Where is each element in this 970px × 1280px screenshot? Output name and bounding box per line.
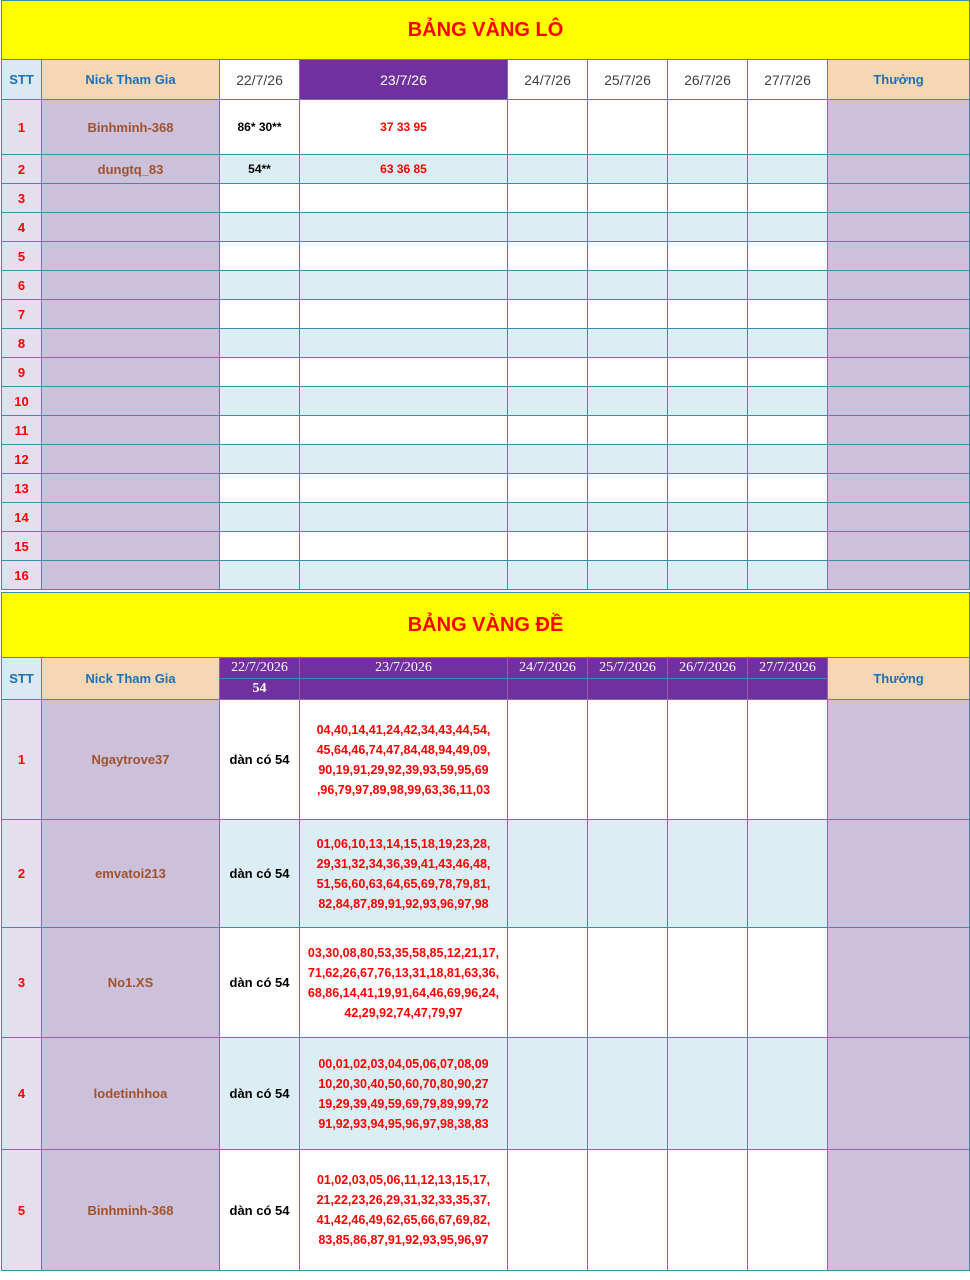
de-row-reward xyxy=(828,928,970,1038)
de-nick-header: Nick Tham Gia xyxy=(42,658,220,700)
lo-row-day-22 xyxy=(220,503,300,532)
lo-row-day-25 xyxy=(588,358,668,387)
lo-row-day-27 xyxy=(748,155,828,184)
number-line: 91,92,93,94,95,96,97,98,38,83 xyxy=(318,1116,489,1131)
lo-row-day-22 xyxy=(220,387,300,416)
lo-row-day-22: 54** xyxy=(220,155,300,184)
lo-row xyxy=(2,416,970,445)
lo-row-day-22 xyxy=(220,300,300,329)
lo-row-day-23 xyxy=(300,503,508,532)
de-row-day-24 xyxy=(508,928,588,1038)
lo-row-day-26 xyxy=(668,532,748,561)
de-row-reward xyxy=(828,700,970,820)
lo-row-reward xyxy=(828,474,970,503)
lo-row-day-26 xyxy=(668,329,748,358)
lo-row xyxy=(2,100,970,155)
lo-row xyxy=(2,532,970,561)
lo-stt-header: STT xyxy=(2,60,42,100)
lo-row-stt: 10 xyxy=(2,387,42,416)
lo-row-day-24 xyxy=(508,271,588,300)
de-row-day-24 xyxy=(508,1038,588,1150)
de-row-day-26 xyxy=(668,700,748,820)
number-line: 03,30,08,80,53,35,58,85,12,21,17, xyxy=(307,945,500,960)
lo-row-day-25 xyxy=(588,474,668,503)
lo-row-day-25 xyxy=(588,503,668,532)
lo-row-day-24 xyxy=(508,358,588,387)
de-row-day-27 xyxy=(748,1038,828,1150)
lo-row-nick xyxy=(42,532,220,561)
lo-row-day-23 xyxy=(300,561,508,590)
de-row-day-22: dàn có 54 xyxy=(220,1150,300,1271)
de-row-number-set xyxy=(300,700,508,820)
lo-row-day-23 xyxy=(300,532,508,561)
lo-row-day-26 xyxy=(668,155,748,184)
de-row-reward xyxy=(828,820,970,928)
lo-row xyxy=(2,445,970,474)
lo-row xyxy=(2,358,970,387)
lo-row-day-26 xyxy=(668,300,748,329)
lo-row-day-27 xyxy=(748,503,828,532)
lo-row-day-22 xyxy=(220,213,300,242)
lo-row-day-24 xyxy=(508,242,588,271)
de-row xyxy=(2,1038,970,1150)
lo-row-day-23 xyxy=(300,184,508,213)
lo-row-reward xyxy=(828,532,970,561)
number-line: 29,31,32,34,36,39,41,43,46,48, xyxy=(316,856,491,871)
de-row-day-27 xyxy=(748,700,828,820)
de-row-day-22: dàn có 54 xyxy=(220,928,300,1038)
lo-row-day-27 xyxy=(748,100,828,155)
number-line: 45,64,46,74,47,84,48,94,49,09, xyxy=(316,742,491,757)
lo-row-day-25 xyxy=(588,155,668,184)
de-reward-header: Thưởng xyxy=(828,658,970,700)
lo-row-day-23: 63 36 85 xyxy=(300,155,508,184)
lo-row-day-25 xyxy=(588,242,668,271)
lo-row-day-27 xyxy=(748,271,828,300)
lo-row-reward xyxy=(828,416,970,445)
lo-row-day-26 xyxy=(668,561,748,590)
lo-row-day-23 xyxy=(300,329,508,358)
de-table xyxy=(1,592,970,1271)
lo-row-day-23: 37 33 95 xyxy=(300,100,508,155)
lo-row-day-23 xyxy=(300,300,508,329)
lo-row-nick xyxy=(42,474,220,503)
lo-row-nick: Binhminh-368 xyxy=(42,100,220,155)
lo-row-day-25 xyxy=(588,532,668,561)
lo-row-stt: 2 xyxy=(2,155,42,184)
lo-date-header-5: 26/7/26 xyxy=(668,60,748,100)
lo-row-day-22 xyxy=(220,184,300,213)
lo-row-day-22 xyxy=(220,271,300,300)
lo-row-nick xyxy=(42,416,220,445)
lo-row-nick xyxy=(42,184,220,213)
de-row xyxy=(2,1150,970,1271)
de-row-day-26 xyxy=(668,1038,748,1150)
lo-row-day-26 xyxy=(668,445,748,474)
lo-row-day-26 xyxy=(668,503,748,532)
de-row-day-27 xyxy=(748,928,828,1038)
lo-row-day-27 xyxy=(748,532,828,561)
de-row-day-22: dàn có 54 xyxy=(220,820,300,928)
de-row-day-26 xyxy=(668,1150,748,1271)
de-result-27 xyxy=(748,679,828,700)
number-line: 82,84,87,89,91,92,93,96,97,98 xyxy=(318,896,489,911)
lo-row-day-25 xyxy=(588,416,668,445)
lo-row-reward xyxy=(828,271,970,300)
lo-row-nick xyxy=(42,213,220,242)
lo-row xyxy=(2,503,970,532)
lo-row-day-23 xyxy=(300,387,508,416)
lo-row-day-27 xyxy=(748,445,828,474)
lo-row-day-22 xyxy=(220,445,300,474)
lo-row-day-25 xyxy=(588,184,668,213)
de-result-22: 54 xyxy=(220,679,300,700)
lo-row-day-26 xyxy=(668,242,748,271)
lo-row xyxy=(2,155,970,184)
lo-row xyxy=(2,474,970,503)
lo-row-stt: 4 xyxy=(2,213,42,242)
lo-row-stt: 12 xyxy=(2,445,42,474)
de-row-reward xyxy=(828,1150,970,1271)
lo-row-day-25 xyxy=(588,387,668,416)
lo-row-reward xyxy=(828,387,970,416)
lo-row-day-23 xyxy=(300,242,508,271)
de-row-day-25 xyxy=(588,700,668,820)
de-row-nick: lodetinhhoa xyxy=(42,1038,220,1150)
number-line: 71,62,26,67,76,13,31,18,81,63,36, xyxy=(307,965,500,980)
lo-nick-header: Nick Tham Gia xyxy=(42,60,220,100)
lo-reward-header: Thưởng xyxy=(828,60,970,100)
de-row-day-24 xyxy=(508,1150,588,1271)
lo-row xyxy=(2,329,970,358)
lo-row-day-24 xyxy=(508,155,588,184)
lo-row-day-26 xyxy=(668,387,748,416)
de-date-header-2: 23/7/2026 xyxy=(300,658,508,679)
de-row-day-26 xyxy=(668,820,748,928)
lo-row-nick xyxy=(42,503,220,532)
de-date-header-4: 25/7/2026 xyxy=(588,658,668,679)
de-result-24 xyxy=(508,679,588,700)
lo-row-day-25 xyxy=(588,300,668,329)
de-row-number-set xyxy=(300,928,508,1038)
de-stt-header: STT xyxy=(2,658,42,700)
lo-row-day-23 xyxy=(300,271,508,300)
lo-date-header-4: 25/7/26 xyxy=(588,60,668,100)
number-line: 19,29,39,49,59,69,79,89,99,72 xyxy=(318,1096,489,1111)
lo-row xyxy=(2,561,970,590)
lo-date-header-1: 22/7/26 xyxy=(220,60,300,100)
de-row-day-24 xyxy=(508,700,588,820)
lo-date-header-6: 27/7/26 xyxy=(748,60,828,100)
lo-row-day-27 xyxy=(748,474,828,503)
lo-row-stt: 13 xyxy=(2,474,42,503)
lo-row-day-26 xyxy=(668,100,748,155)
lo-row-stt: 15 xyxy=(2,532,42,561)
lo-row-day-24 xyxy=(508,532,588,561)
lo-row-day-24 xyxy=(508,300,588,329)
lo-row-day-26 xyxy=(668,474,748,503)
lo-row-reward xyxy=(828,329,970,358)
de-row-stt: 5 xyxy=(2,1150,42,1271)
de-row-stt: 3 xyxy=(2,928,42,1038)
lo-row-day-27 xyxy=(748,329,828,358)
de-row-nick: Ngaytrove37 xyxy=(42,700,220,820)
lo-row-day-27 xyxy=(748,184,828,213)
lo-row-day-24 xyxy=(508,329,588,358)
lo-row-day-24 xyxy=(508,387,588,416)
de-row-number-set xyxy=(300,1038,508,1150)
number-line: 00,01,02,03,04,05,06,07,08,09 xyxy=(318,1056,489,1071)
number-line: 41,42,46,49,62,65,66,67,69,82, xyxy=(316,1213,491,1227)
lo-row xyxy=(2,242,970,271)
lo-row-day-23 xyxy=(300,445,508,474)
lo-row-nick: dungtq_83 xyxy=(42,155,220,184)
lo-row-day-23 xyxy=(300,213,508,242)
de-row-number-set xyxy=(300,820,508,928)
number-line: 83,85,86,87,91,92,93,95,96,97 xyxy=(318,1233,489,1247)
number-line: ,96,79,97,89,98,99,63,36,11,03 xyxy=(316,782,491,797)
number-line: 01,02,03,05,06,11,12,13,15,17, xyxy=(316,1173,491,1187)
number-line: 04,40,14,41,24,42,34,43,44,54, xyxy=(316,722,491,737)
de-row-nick: No1.XS xyxy=(42,928,220,1038)
lo-table xyxy=(1,0,970,590)
lo-row-stt: 16 xyxy=(2,561,42,590)
lo-row-day-25 xyxy=(588,213,668,242)
lo-row-day-27 xyxy=(748,213,828,242)
number-line: 90,19,91,29,92,39,93,59,95,69 xyxy=(318,762,489,777)
de-row xyxy=(2,820,970,928)
de-date-header-1: 22/7/2026 xyxy=(220,658,300,679)
lo-row-reward xyxy=(828,561,970,590)
lo-row-day-26 xyxy=(668,213,748,242)
de-row-day-22: dàn có 54 xyxy=(220,700,300,820)
de-row-day-25 xyxy=(588,1038,668,1150)
de-row-day-25 xyxy=(588,928,668,1038)
de-row-nick: Binhminh-368 xyxy=(42,1150,220,1271)
lo-row-reward xyxy=(828,213,970,242)
lo-row-day-25 xyxy=(588,329,668,358)
lo-row-stt: 7 xyxy=(2,300,42,329)
lo-row-day-25 xyxy=(588,271,668,300)
de-row-day-27 xyxy=(748,820,828,928)
lo-row-reward xyxy=(828,358,970,387)
lo-row-day-25 xyxy=(588,445,668,474)
de-row-reward xyxy=(828,1038,970,1150)
de-result-23 xyxy=(300,679,508,700)
de-row-day-22: dàn có 54 xyxy=(220,1038,300,1150)
lo-row-day-24 xyxy=(508,561,588,590)
lo-row-day-23 xyxy=(300,358,508,387)
lo-row xyxy=(2,213,970,242)
de-row-stt: 1 xyxy=(2,700,42,820)
lo-row-nick xyxy=(42,242,220,271)
lo-row-stt: 8 xyxy=(2,329,42,358)
lo-row-stt: 3 xyxy=(2,184,42,213)
lo-row-day-27 xyxy=(748,300,828,329)
de-row-day-25 xyxy=(588,820,668,928)
lo-row-day-24 xyxy=(508,100,588,155)
de-date-header-6: 27/7/2026 xyxy=(748,658,828,679)
lo-row-day-22 xyxy=(220,358,300,387)
de-date-header-3: 24/7/2026 xyxy=(508,658,588,679)
number-line: 68,86,14,41,19,91,64,46,69,96,24, xyxy=(307,985,500,1000)
de-title: BẢNG VÀNG ĐỀ xyxy=(2,593,970,658)
lo-row-day-24 xyxy=(508,445,588,474)
lo-row-stt: 5 xyxy=(2,242,42,271)
lo-row-day-26 xyxy=(668,416,748,445)
lo-row-day-24 xyxy=(508,213,588,242)
lo-row-day-27 xyxy=(748,561,828,590)
lo-row-stt: 1 xyxy=(2,100,42,155)
lo-row-day-27 xyxy=(748,387,828,416)
lo-row-stt: 11 xyxy=(2,416,42,445)
lo-row-day-25 xyxy=(588,561,668,590)
lo-title: BẢNG VÀNG LÔ xyxy=(2,1,970,60)
lo-row-day-22 xyxy=(220,474,300,503)
lo-row-nick xyxy=(42,387,220,416)
lo-row-day-23 xyxy=(300,474,508,503)
lo-row-reward xyxy=(828,184,970,213)
lo-row-day-22 xyxy=(220,416,300,445)
lo-date-header-3: 24/7/26 xyxy=(508,60,588,100)
lo-row-nick xyxy=(42,271,220,300)
lo-row-nick xyxy=(42,445,220,474)
de-result-25 xyxy=(588,679,668,700)
de-row-stt: 4 xyxy=(2,1038,42,1150)
de-result-26 xyxy=(668,679,748,700)
lo-date-header-2: 23/7/26 xyxy=(300,60,508,100)
lo-row-day-26 xyxy=(668,271,748,300)
lo-row-reward xyxy=(828,300,970,329)
de-row xyxy=(2,928,970,1038)
lo-row-day-23 xyxy=(300,416,508,445)
lo-row-nick xyxy=(42,300,220,329)
lo-row-stt: 14 xyxy=(2,503,42,532)
lo-row-day-25 xyxy=(588,100,668,155)
lo-row-reward xyxy=(828,503,970,532)
lo-row-nick xyxy=(42,329,220,358)
lo-row-reward xyxy=(828,445,970,474)
de-row-nick: emvatoi213 xyxy=(42,820,220,928)
de-row xyxy=(2,700,970,820)
lo-row-day-22 xyxy=(220,532,300,561)
lo-row-day-26 xyxy=(668,358,748,387)
lo-row-stt: 6 xyxy=(2,271,42,300)
lo-row-day-27 xyxy=(748,358,828,387)
lo-row-reward xyxy=(828,242,970,271)
lo-row-day-24 xyxy=(508,503,588,532)
number-line: 21,22,23,26,29,31,32,33,35,37, xyxy=(316,1193,491,1207)
lo-row xyxy=(2,271,970,300)
de-row-day-27 xyxy=(748,1150,828,1271)
lo-row-nick xyxy=(42,561,220,590)
de-date-header-5: 26/7/2026 xyxy=(668,658,748,679)
lo-row-reward xyxy=(828,100,970,155)
de-row-day-24 xyxy=(508,820,588,928)
lo-row xyxy=(2,184,970,213)
lo-row-day-27 xyxy=(748,242,828,271)
de-row-day-26 xyxy=(668,928,748,1038)
de-row-day-25 xyxy=(588,1150,668,1271)
number-line: 01,06,10,13,14,15,18,19,23,28, xyxy=(316,836,491,851)
lo-row-day-22 xyxy=(220,242,300,271)
number-line: 10,20,30,40,50,60,70,80,90,27 xyxy=(318,1076,489,1091)
lo-row-day-24 xyxy=(508,416,588,445)
lo-row-day-27 xyxy=(748,416,828,445)
de-row-number-set xyxy=(300,1150,508,1271)
lo-row-day-26 xyxy=(668,184,748,213)
lo-row-day-22 xyxy=(220,329,300,358)
lo-row xyxy=(2,387,970,416)
lo-row-stt: 9 xyxy=(2,358,42,387)
lo-row-reward xyxy=(828,155,970,184)
lo-row-day-22 xyxy=(220,561,300,590)
lo-row-nick xyxy=(42,358,220,387)
lo-row xyxy=(2,300,970,329)
lo-row-day-24 xyxy=(508,184,588,213)
number-line: 42,29,92,74,47,79,97 xyxy=(344,1005,463,1020)
lo-row-day-22: 86* 30** xyxy=(220,100,300,155)
lo-row-day-24 xyxy=(508,474,588,503)
de-row-stt: 2 xyxy=(2,820,42,928)
number-line: 51,56,60,63,64,65,69,78,79,81, xyxy=(316,876,491,891)
